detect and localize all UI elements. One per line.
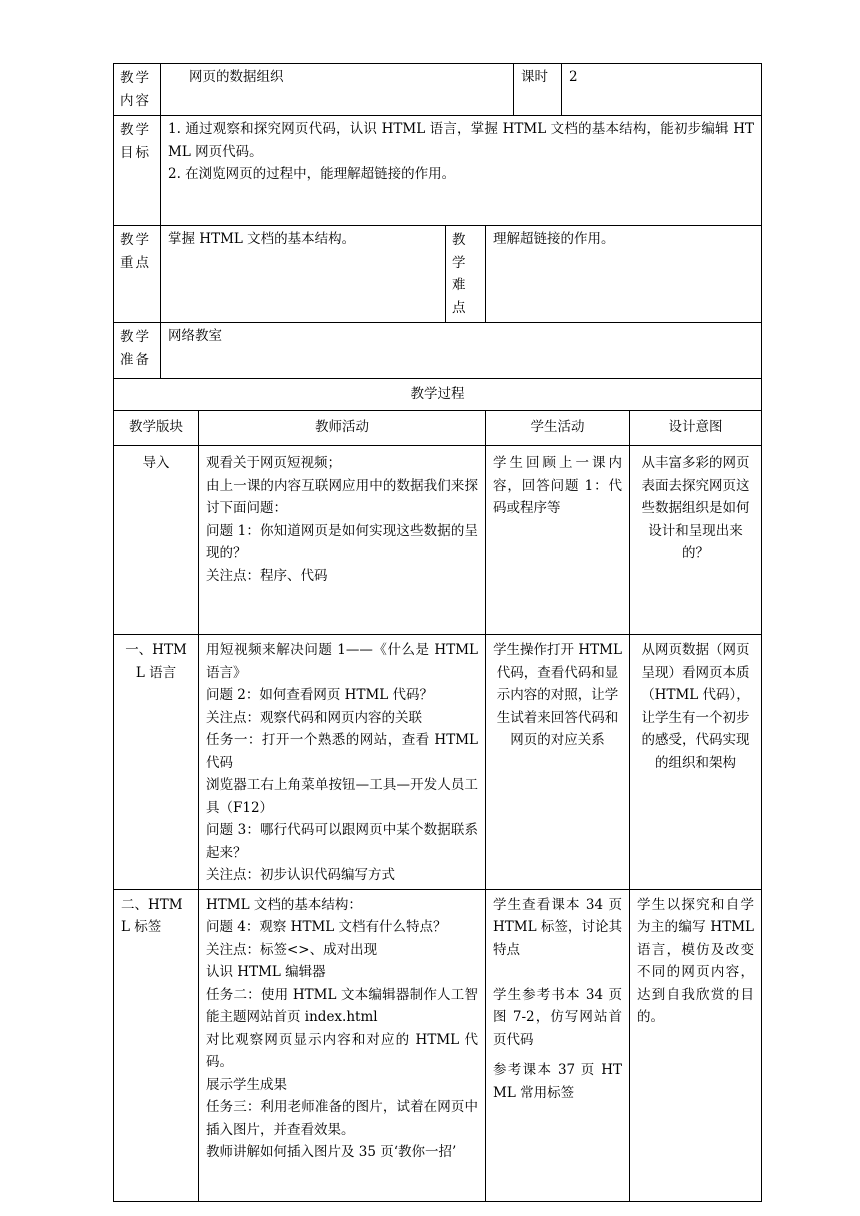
hours-label: 课时 (514, 64, 562, 116)
goals-content (161, 116, 762, 226)
column-header-student: 学生活动 (486, 411, 630, 446)
content-label: 教学 内容 (114, 64, 161, 116)
column-header-teacher: 教师活动 (199, 411, 486, 446)
student-activity-cell: 学生回顾上一课内容，回答问题 1：代码或程序等 (486, 446, 630, 635)
lesson-plan-table (113, 63, 762, 1202)
goals-row (114, 116, 762, 226)
section-cell: 导入 (114, 446, 199, 635)
section-cell: 二、HTML 标签 (114, 889, 199, 1201)
key-point-label: 教学 重点 (114, 226, 161, 323)
column-header-intent: 设计意图 (630, 411, 762, 446)
process-title: 教学过程 (114, 379, 762, 411)
goal-line: 1. 通过观察和探究网页代码，认识 HTML 语言，掌握 HTML 文档的基本结构，能初步编辑 HTML 网页代码。 (168, 121, 754, 160)
prep-label: 教学 准备 (114, 323, 161, 379)
teacher-activity-cell: 观看关于网页短视频； 由上一课的内容互联网应用中的数据我们来探讨下面问题： 问题 1：你知道网页是如何实现这些数据的呈现的？ 关注点：程序、代码 (199, 446, 486, 635)
design-intent-cell: 学生以探究和自学为主的编写 HTML 语言，模仿及改变不同的网页内容，达到自我欣赏的目的。 (630, 889, 762, 1201)
teacher-activity-cell: HTML 文档的基本结构： 问题 4：观察 HTML 文档有什么特点？ 关注点：标签<>、成对出现 认识 HTML 编辑器 任务二：使用 HTML 文本编辑器制作人工智能主题网站首页 index.html 对比观察网页显示内容和对应的 HTML 代码。 展示学生成果 任务三：利用老师准备的图片，试着在网页中插入图片，并查看效果。 教师讲解如何插入图片及 35 页‘教你一招’ (199, 889, 486, 1201)
process-row-html-tags (114, 889, 762, 1201)
design-intent-cell: 从网页数据（网页呈现）看网页本质（HTML 代码），让学生有一个初步的感受，代码实现的组织和架构 (630, 635, 762, 890)
difficulty-value: 理解超链接的作用。 (486, 226, 762, 323)
goal-line: 2. 在浏览网页的过程中，能理解超链接的作用。 (168, 166, 456, 182)
process-row-intro (114, 446, 762, 635)
difficulty-label: 教学 难点 (446, 226, 486, 323)
student-activity-cell: 学生查看课本 34 页 HTML 标签，讨论其特点 学生参考书本 34 页图 7-2，仿写网站首页代码 参考课本 37 页 HTML 常用标签 (486, 889, 630, 1201)
goals-label: 教学 目标 (114, 116, 161, 226)
process-header-row (114, 411, 762, 446)
column-header-section: 教学版块 (114, 411, 199, 446)
key-point-value: 掌握 HTML 文档的基本结构。 (161, 226, 446, 323)
prep-row (114, 323, 762, 379)
prep-value: 网络教室 (161, 323, 762, 379)
design-intent-cell: 从丰富多彩的网页表面去探究网页这些数据组织是如何设计和呈现出来的？ (630, 446, 762, 635)
content-row (114, 64, 762, 116)
content-value: 网页的数据组织 (161, 64, 514, 116)
lesson-plan-document (113, 63, 754, 1202)
focus-row (114, 226, 762, 323)
process-title-row (114, 379, 762, 411)
hours-value: 2 (562, 64, 762, 116)
process-row-html-language (114, 635, 762, 890)
section-cell: 一、HTML 语言 (114, 635, 199, 890)
student-activity-cell: 学生操作打开 HTML 代码，查看代码和显示内容的对照，让学生试着来回答代码和网页的对应关系 (486, 635, 630, 890)
teacher-activity-cell: 用短视频来解决问题 1——《什么是 HTML 语言》 问题 2：如何查看网页 HTML 代码？ 关注点：观察代码和网页内容的关联 任务一：打开一个熟悉的网站，查看 HTML 代码 浏览器工右上角菜单按钮—工具—开发人员工具（F12） 问题 3：哪行代码可以跟网页中某个数据联系起来？ 关注点：初步认识代码编写方式 (199, 635, 486, 890)
